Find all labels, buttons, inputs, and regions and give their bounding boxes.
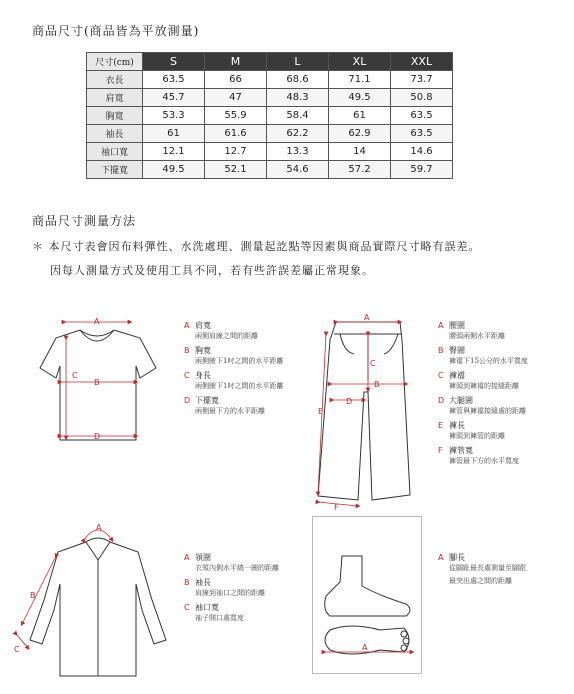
legend-key: A xyxy=(438,321,444,330)
shirt-label-b: B xyxy=(30,591,36,600)
method-title: 商品尺寸測量方法 xyxy=(32,214,137,228)
legend-desc: 褲頭到褲襠的接縫距離 xyxy=(449,382,519,390)
pants-label-f: F xyxy=(334,503,339,512)
table-cell: 52.1 xyxy=(205,161,267,179)
legend-key: A xyxy=(438,553,444,562)
legend-label: 肩寬 xyxy=(195,321,211,330)
table-cell: 50.8 xyxy=(391,89,453,107)
table-cell: 63.5 xyxy=(143,71,205,89)
legend-desc: 褲管最下方的水平寬度 xyxy=(449,457,519,465)
pants-label-d: D xyxy=(346,397,353,406)
table-cell: 71.1 xyxy=(329,71,391,89)
table-cell: 66 xyxy=(205,71,267,89)
row-label: 衣長 xyxy=(87,71,143,89)
tshirt-label-d: D xyxy=(94,432,101,441)
legend-desc: 褲頭到褲管的距離 xyxy=(449,432,505,440)
legend-label: 胸寬 xyxy=(195,346,211,355)
disclaimer-line-2: 因每人測量方式及使用工具不同，若有些許誤差屬正常現象。 xyxy=(50,264,374,277)
tshirt-label-b: B xyxy=(94,378,100,387)
foot-frame xyxy=(312,516,422,674)
legend-desc: 褲襠下15公分的水平寬度 xyxy=(449,357,528,365)
table-cell: 61 xyxy=(329,107,391,125)
size-header: S xyxy=(143,53,205,71)
legend-desc: 兩側腋下1吋之間的水平距離 xyxy=(195,382,284,390)
legend-key: C xyxy=(438,371,444,380)
legend-key: C xyxy=(184,371,190,380)
legend-key: D xyxy=(438,396,445,405)
shirt-legend xyxy=(184,554,279,629)
table-cell: 59.7 xyxy=(391,161,453,179)
legend-label: 褲管寬 xyxy=(449,446,473,455)
shirt-label-c: C xyxy=(14,645,20,654)
pants-label-e: E xyxy=(318,407,324,416)
row-label: 袖口寬 xyxy=(87,143,143,161)
table-cell: 48.3 xyxy=(267,89,329,107)
table-cell: 62.9 xyxy=(329,125,391,143)
pants-legend xyxy=(438,322,528,472)
row-label: 胸寬 xyxy=(87,107,143,125)
table-cell: 68.6 xyxy=(267,71,329,89)
table-cell: 13.3 xyxy=(267,143,329,161)
size-header: XXL xyxy=(391,53,453,71)
foot-label-a: A xyxy=(362,643,368,652)
pants-label-a: A xyxy=(364,313,370,322)
legend-key: B xyxy=(438,346,444,355)
legend-desc: 兩側肩線之間的距離 xyxy=(195,332,258,340)
table-cell: 12.1 xyxy=(143,143,205,161)
shirt-label-a: A xyxy=(96,523,102,532)
table-cell: 57.2 xyxy=(329,161,391,179)
legend-label: 袖口寬 xyxy=(195,603,219,612)
legend-label: 腰圍 xyxy=(449,321,465,330)
table-cell: 62.2 xyxy=(267,125,329,143)
size-table-title: 商品尺寸(商品皆為平放測量) xyxy=(32,24,200,38)
table-cell: 14.6 xyxy=(391,143,453,161)
table-cell: 12.7 xyxy=(205,143,267,161)
legend-desc: 褲管與褲襠接縫處的距離 xyxy=(449,407,526,415)
legend-key: B xyxy=(184,346,190,355)
table-cell: 73.7 xyxy=(391,71,453,89)
legend-desc: 最突出處之間的距離 xyxy=(449,577,512,585)
disclaimer-line-1: ＊ 本尺寸表會因布料彈性、水洗處理、測量起訖點等因素與商品實際尺寸略有誤差。 xyxy=(32,240,481,253)
legend-key: B xyxy=(184,578,190,587)
legend-label: 大腿圍 xyxy=(449,396,473,405)
legend-label: 腳長 xyxy=(449,553,465,562)
legend-key: D xyxy=(184,396,191,405)
pants-illustration xyxy=(318,322,410,500)
table-cell: 53.3 xyxy=(143,107,205,125)
legend-desc: 兩側最下方的水平距離 xyxy=(195,407,265,415)
legend-label: 袖長 xyxy=(195,578,211,587)
tshirt-legend xyxy=(184,322,283,422)
table-cell: 49.5 xyxy=(143,161,205,179)
legend-desc: 袖子開口處寬度 xyxy=(195,614,244,622)
legend-label: 褲襠 xyxy=(449,371,465,380)
size-header: L xyxy=(267,53,329,71)
legend-label: 臀圍 xyxy=(449,346,465,355)
table-cell: 63.5 xyxy=(391,107,453,125)
legend-desc: 肩線到袖口之間的距離 xyxy=(195,589,265,597)
table-cell: 61 xyxy=(143,125,205,143)
foot-legend xyxy=(438,554,526,592)
table-cell: 61.6 xyxy=(205,125,267,143)
tshirt-label-a: A xyxy=(94,317,100,326)
pants-measure-lines xyxy=(318,322,406,506)
legend-desc: 兩側腋下1吋之間的水平距離 xyxy=(195,357,284,365)
table-cell: 54.6 xyxy=(267,161,329,179)
row-label: 肩寬 xyxy=(87,89,143,107)
table-cell: 47 xyxy=(205,89,267,107)
legend-key: E xyxy=(438,421,444,430)
legend-key: A xyxy=(184,553,190,562)
pants-label-c: C xyxy=(370,359,376,368)
legend-desc: 從腳趾最長處測量至腳跟 xyxy=(449,564,526,572)
pants-label-b: B xyxy=(374,380,380,389)
tshirt-label-c: C xyxy=(72,371,78,380)
size-header: M xyxy=(205,53,267,71)
legend-key: C xyxy=(184,603,190,612)
table-corner: 尺寸(cm) xyxy=(87,53,143,71)
legend-label: 領圍 xyxy=(195,553,211,562)
table-cell: 55.9 xyxy=(205,107,267,125)
shirt-illustration xyxy=(30,538,166,676)
table-cell: 63.5 xyxy=(391,125,453,143)
table-cell: 49.5 xyxy=(329,89,391,107)
row-label: 袖長 xyxy=(87,125,143,143)
legend-key: A xyxy=(184,321,190,330)
legend-desc: 腰頭兩側水平距離 xyxy=(449,332,505,340)
legend-key: F xyxy=(438,446,443,455)
legend-label: 身長 xyxy=(195,371,211,380)
legend-label: 下擺寬 xyxy=(195,396,219,405)
row-label: 下擺寬 xyxy=(87,161,143,179)
table-cell: 58.4 xyxy=(267,107,329,125)
table-cell: 45.7 xyxy=(143,89,205,107)
table-cell: 14 xyxy=(329,143,391,161)
size-header: XL xyxy=(329,53,391,71)
legend-desc: 衣領內側水平繞一圈的距離 xyxy=(195,564,279,572)
legend-label: 褲長 xyxy=(449,421,465,430)
